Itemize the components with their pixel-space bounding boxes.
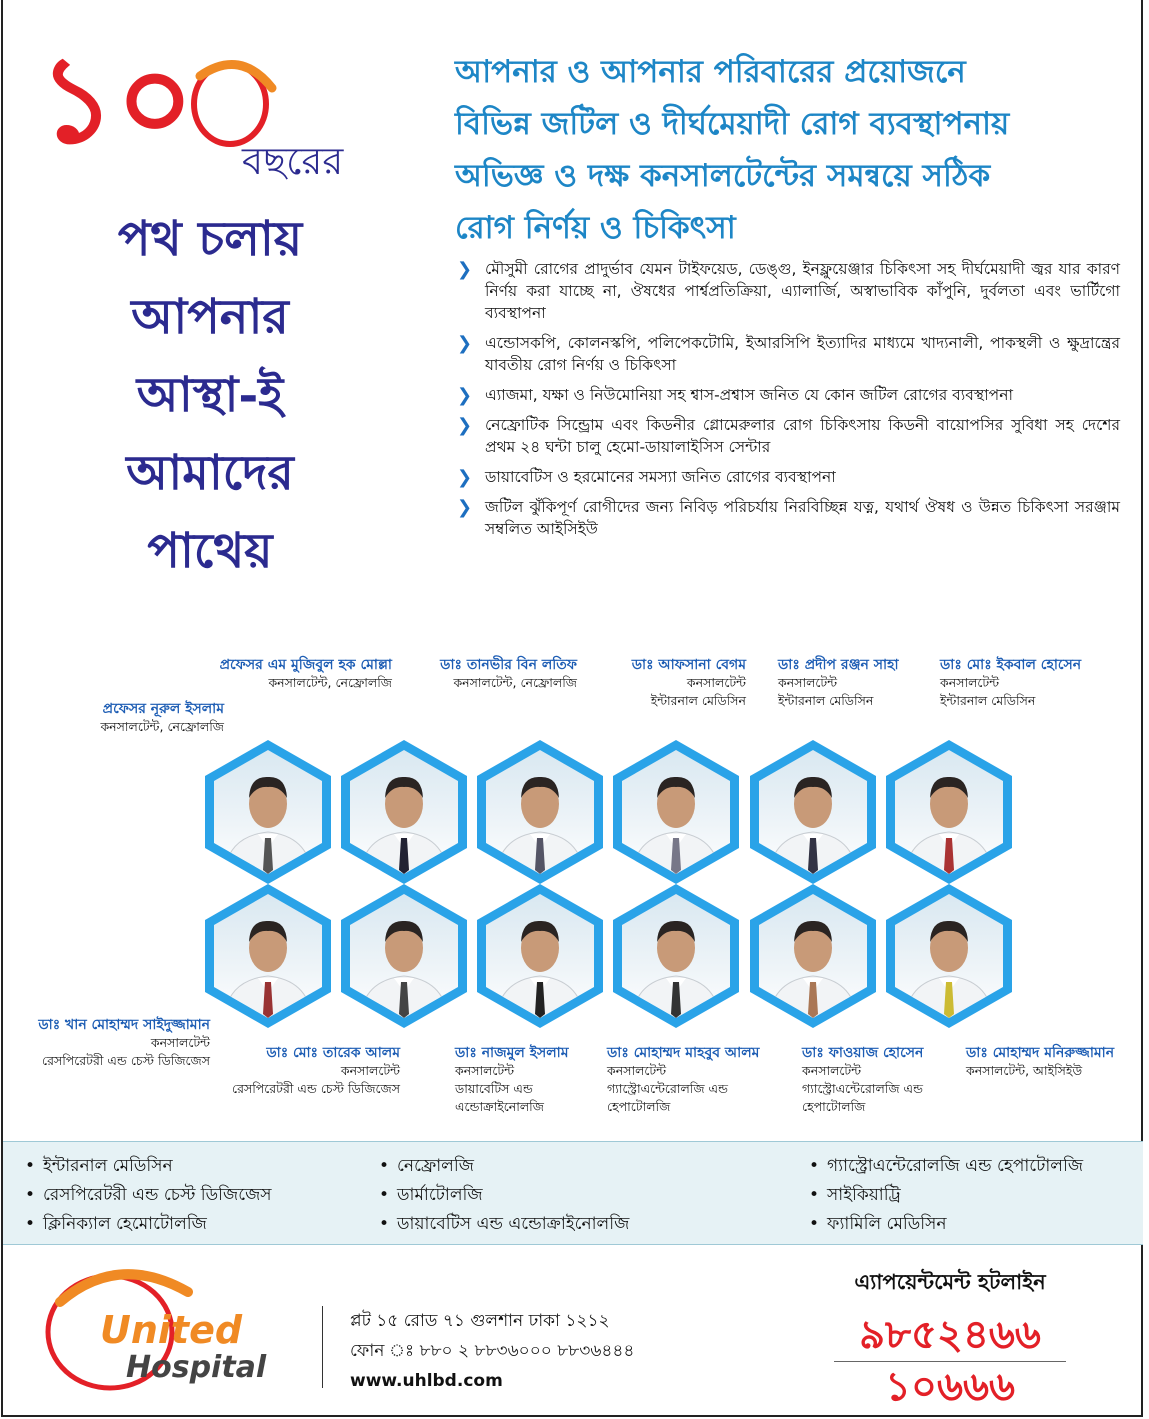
doctor-label (150, 656, 392, 692)
doctor-role: হেপাটোলজি (802, 1099, 866, 1114)
doctor-role: হেপাটোলজি (607, 1099, 671, 1114)
department-item: • রেসপিরেটরী এন্ড চেস্ট ডিজিজেস (25, 1181, 272, 1210)
anniversary-number: ১০ (38, 29, 194, 170)
doctor-name: প্রফেসর এম মুজিবুল হক মোল্লা (219, 657, 392, 673)
doctor-name: ডাঃ নাজমুল ইসলাম (455, 1045, 569, 1061)
doctor-name: ডাঃ মোহাম্মদ মাহবুব আলম (607, 1045, 760, 1061)
logo-text-united: United (100, 1308, 243, 1352)
chevron-right-icon: ❯ (457, 333, 473, 354)
doctor-role: কনসালটেন্ট, নেফ্রোলজি (268, 675, 392, 690)
chevron-right-icon: ❯ (457, 259, 473, 280)
person-icon (214, 750, 322, 874)
doctor-role: কনসালটেন্ট (150, 1035, 210, 1050)
departments-column (379, 1152, 629, 1239)
hotline-number-primary[interactable]: ৯৮৫২৪৬৬ (859, 1311, 1041, 1358)
address-block (350, 1306, 634, 1396)
slogan-line: আস্থা-ই (136, 367, 284, 423)
slogan-line: আপনার (131, 289, 289, 345)
department-item: • ফ্যামিলি মেডিসিন (809, 1210, 1083, 1239)
doctor-role: কনসালটেন্ট, নেফ্রোলজি (100, 719, 224, 734)
departments-column (25, 1152, 272, 1239)
person-icon (622, 894, 730, 1018)
doctor-role: গ্যাস্ট্রোএন্টেরোলজি এন্ড (802, 1081, 923, 1096)
anniversary-mark (30, 29, 390, 190)
service-text: ডায়াবেটিস ও হরমোনের সমস্যা জনিত রোগের ব্যবস্থাপনা (485, 468, 836, 486)
doctor-role: রেসপিরেটরী এন্ড চেস্ট ডিজিজেস (42, 1053, 210, 1068)
department-item: • গ্যাস্ট্রোএন্টেরোলজি এন্ড হেপাটোলজি (809, 1152, 1083, 1181)
doctor-role: কনসালটেন্ট (686, 675, 746, 690)
website-link[interactable]: www.uhlbd.com (350, 1371, 503, 1391)
person-icon (759, 750, 867, 874)
doctor-label (5, 1016, 210, 1070)
hotline-block (830, 1266, 1070, 1412)
person-icon (486, 894, 594, 1018)
doctor-name: ডাঃ প্রদীপ রঞ্জন সাহা (778, 657, 899, 673)
doctor-role: ইন্টারনাল মেডিসিন (940, 693, 1036, 708)
doctor-role: গ্যাস্ট্রোএন্টেরোলজি এন্ড (607, 1081, 728, 1096)
person-icon (895, 750, 1003, 874)
doctor-label (200, 1044, 400, 1098)
doctor-role: কনসালটেন্ট (607, 1063, 667, 1078)
services-list (455, 258, 1120, 548)
headline-line: আপনার ও আপনার পরিবারের প্রয়োজনে (455, 54, 966, 90)
department-item: • ক্লিনিক্যাল হেমোটোলজি (25, 1210, 272, 1239)
chevron-right-icon: ❯ (457, 385, 473, 406)
doctor-name: ডাঃ মোঃ ইকবাল হোসেন (940, 657, 1082, 673)
doctor-role: কনসালটেন্ট (802, 1063, 862, 1078)
service-text: মৌসুমী রোগের প্রাদুর্ভাব যেমন টাইফয়েড, ডেঙ্গু, ইনফ্লুয়েঞ্জার চিকিৎসা সহ দীর্ঘমেয়াদী জ্বর যার কারণ নির্ণয় করা যাচ্ছে না, ঔষধের পার্শ্বপ্রতিক্রিয়া, এ্যালার্জি, অস্বাভাবিক কাঁপুনি, দুর্বলতা এবং ভার্টিগো ব্যবস্থাপনা (485, 260, 1120, 322)
doctor-name: ডাঃ তানভীর বিন লতিফ (440, 657, 577, 673)
headline-line: রোগ নির্ণয় ও চিকিৎসা (455, 210, 736, 246)
doctor-role: ইন্টারনাল মেডিসিন (778, 693, 874, 708)
doctor-role: কনসালটেন্ট (778, 675, 838, 690)
department-item: • সাইকিয়াট্রি (809, 1181, 1083, 1210)
doctor-role: রেসপিরেটরী এন্ড চেস্ট ডিজিজেস (232, 1081, 400, 1096)
hotline-title: এ্যাপয়েন্টমেন্ট হটলাইন (854, 1270, 1046, 1294)
doctor-role: কনসালটেন্ট (940, 675, 1000, 690)
departments-column (809, 1152, 1083, 1239)
service-text: নেফ্রোটিক সিন্ড্রোম এবং কিডনীর গ্লোমেরুলার রোগ চিকিৎসায় কিডনী বায়োপসির সুবিধা সহ দেশের প্রথম ২৪ ঘন্টা চালু হেমো-ডায়ালাইসিস সেন্টার (485, 416, 1120, 456)
doctor-role: ডায়াবেটিস এন্ড (455, 1081, 533, 1096)
address-line: প্লট ১৫ রোড ৭১ গুলশান ঢাকা ১২১২ (350, 1311, 610, 1331)
service-item (455, 332, 1120, 376)
doctor-role: কনসালটেন্ট (455, 1063, 515, 1078)
headline-line: বিভিন্ন জটিল ও দীর্ঘমেয়াদী রোগ ব্যবস্থাপনায় (455, 106, 1010, 142)
doctor-name: ডাঃ খান মোহাম্মদ সাইদুজ্জামান (38, 1017, 210, 1033)
person-icon (759, 894, 867, 1018)
doctor-role: কনসালটেন্ট, নেফ্রোলজি (453, 675, 577, 690)
departments-band (3, 1141, 1143, 1245)
anniversary-suffix: বছরের (242, 139, 344, 183)
chevron-right-icon: ❯ (457, 467, 473, 488)
service-item (455, 258, 1120, 324)
doctor-role: ইন্টারনাল মেডিসিন (650, 693, 746, 708)
department-item: • ইন্টারনাল মেডিসিন (25, 1152, 272, 1181)
service-item (455, 466, 1120, 488)
service-item (455, 384, 1120, 406)
doctor-label (455, 1044, 605, 1116)
doctor-label (405, 656, 577, 692)
chevron-right-icon: ❯ (457, 415, 473, 436)
doctor-name: ডাঃ মোহাম্মদ মনিরুজ্জামান (966, 1045, 1115, 1061)
person-icon (622, 750, 730, 874)
doctor-name: ডাঃ ফাওয়াজ হোসেন (802, 1045, 924, 1061)
hotline-number-short[interactable]: ১০৬৬৬ (885, 1363, 1015, 1410)
slogan-line: পথ চলায় (117, 211, 303, 267)
headline (455, 46, 1125, 254)
service-item (455, 414, 1120, 458)
doctor-role: এন্ডোক্রাইনোলজি (455, 1099, 544, 1114)
person-icon (350, 750, 458, 874)
slogan-line: আমাদের (126, 445, 294, 501)
department-item: • নেফ্রোলজি (379, 1152, 629, 1181)
department-item: • ডায়াবেটিস এন্ড এন্ডোক্রাইনোলজি (379, 1210, 629, 1239)
doctor-label (802, 1044, 952, 1116)
footer-divider (322, 1306, 323, 1388)
doctor-role: কনসালটেন্ট (340, 1063, 400, 1078)
headline-line: অভিজ্ঞ ও দক্ষ কনসালটেন্টের সমন্বয়ে সঠিক (455, 158, 991, 194)
doctor-label (10, 700, 224, 736)
department-item: • ডার্মাটোলজি (379, 1181, 629, 1210)
doctor-role: কনসালটেন্ট, আইসিইউ (966, 1063, 1083, 1078)
person-icon (350, 894, 458, 1018)
slogan-line: পাথেয় (147, 523, 273, 579)
doctor-label (966, 1044, 1141, 1080)
person-icon (214, 894, 322, 1018)
person-icon (486, 750, 594, 874)
phone-line: ফোন ঃ ৮৮০ ২ ৮৮৩৬০০০ ৮৮৩৬৪৪৪ (350, 1341, 635, 1361)
service-item (455, 496, 1120, 540)
doctor-label (600, 656, 746, 710)
service-text: এ্যাজমা, যক্ষা ও নিউমোনিয়া সহ শ্বাস-প্রশ্বাস জনিত যে কোন জটিল রোগের ব্যবস্থাপনা (485, 386, 1013, 404)
service-text: এন্ডোসকপি, কোলনস্কপি, পলিপেকটোমি, ইআরসিপি ইত্যাদির মাধ্যমে খাদ্যনালী, পাকস্থলী ও ক্ষুদ্রান্ত্রের যাবতীয় রোগ নির্ণয় ও চিকিৎসা (485, 334, 1120, 374)
slogan (40, 200, 380, 590)
doctor-name: ডাঃ মোঃ তারেক আলম (266, 1045, 400, 1061)
logo-text-hospital: Hospital (126, 1350, 267, 1385)
service-text: জটিল ঝুঁকিপূর্ণ রোগীদের জন্য নিবিড় পরিচর্যায় নিরবিচ্ছিন্ন যত্ন, যথার্থ ঔষধ ও উন্নত চিকিৎসা সরঞ্জাম সম্বলিত আইসিইউ (485, 498, 1120, 538)
chevron-right-icon: ❯ (457, 497, 473, 518)
doctor-label (778, 656, 928, 710)
hospital-logo (38, 1262, 298, 1392)
doctor-label (607, 1044, 787, 1116)
doctor-name: ডাঃ আফসানা বেগম (631, 657, 746, 673)
doctor-label (940, 656, 1130, 710)
person-icon (895, 894, 1003, 1018)
doctor-name: প্রফেসর নূরুল ইসলাম (102, 701, 224, 717)
